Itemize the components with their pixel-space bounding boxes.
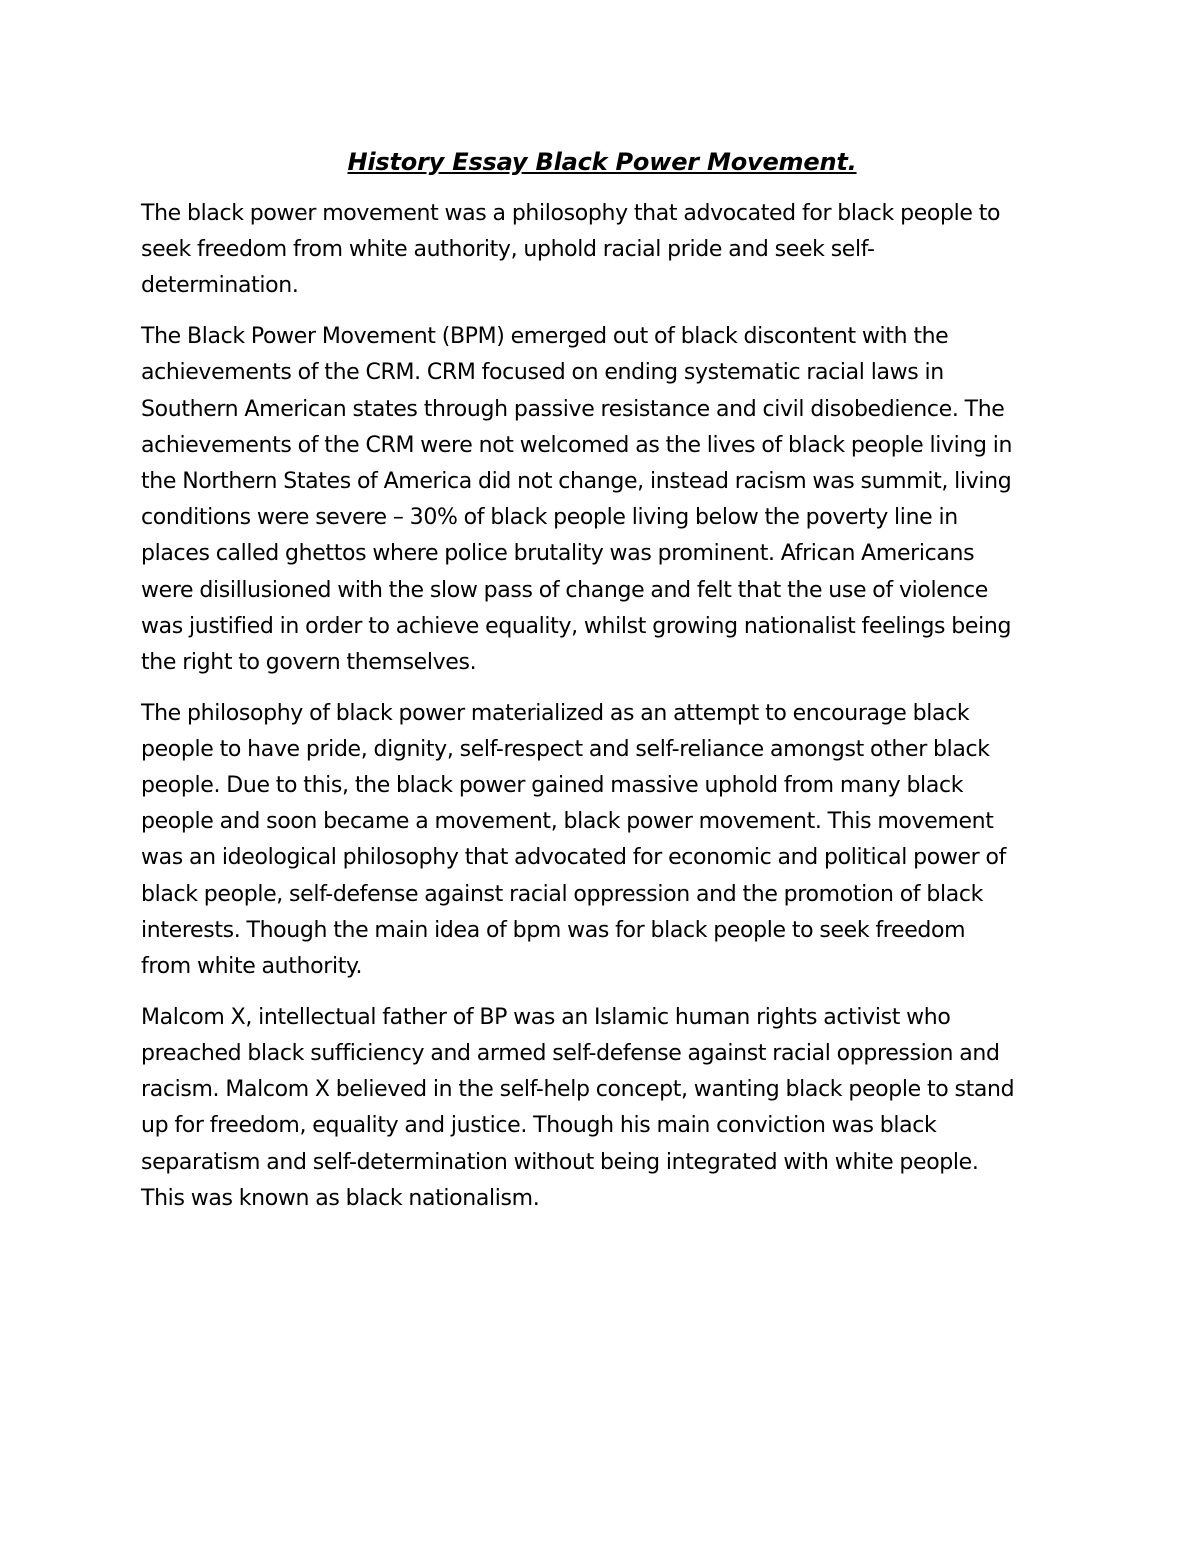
text-line: seek freedom from white authority, uphold racial pride and seek self-: [141, 237, 875, 263]
text-line: The philosophy of black power materialized as an attempt to encourage black: [141, 700, 970, 726]
text-line: was justified in order to achieve equality, whilst growing nationalist feelings being: [141, 613, 1012, 639]
text-line: the right to govern themselves.: [141, 649, 477, 675]
text-line: achievements of the CRM were not welcomed as the lives of black people living in: [141, 432, 1013, 458]
text-line: people. Due to this, the black power gained massive uphold from many black: [141, 773, 964, 799]
text-line: conditions were severe – 30% of black people living below the poverty line in: [141, 505, 958, 531]
text-line: from white authority.: [141, 954, 363, 980]
text-line: preached black sufficiency and armed self-defense against racial oppression and: [141, 1040, 1000, 1066]
document-body: [141, 146, 1063, 1231]
paragraph-4: [141, 1000, 1063, 1217]
text-line: people and soon became a movement, black power movement. This movement: [141, 809, 994, 835]
text-line: black people, self-defense against racial oppression and the promotion of black: [141, 881, 983, 907]
text-line: were disillusioned with the slow pass of change and felt that the use of violence: [141, 577, 988, 603]
text-line: was an ideological philosophy that advocated for economic and political power of: [141, 845, 1006, 871]
text-line: determination.: [141, 273, 299, 299]
text-line: Malcom X, intellectual father of BP was an Islamic human rights activist who: [141, 1004, 951, 1030]
text-line: separatism and self-determination without being integrated with white people.: [141, 1149, 979, 1175]
text-line: up for freedom, equality and justice. Though his main conviction was black: [141, 1113, 937, 1139]
paragraph-1: [141, 196, 1063, 305]
text-line: the Northern States of America did not change, instead racism was summit, living: [141, 468, 1012, 494]
text-line: This was known as black nationalism.: [141, 1185, 540, 1211]
text-line: places called ghettos where police brutality was prominent. African Americans: [141, 541, 975, 567]
paragraph-3: [141, 696, 1063, 986]
page-title: History Essay Black Power Movement.: [347, 148, 857, 176]
text-line: The black power movement was a philosophy that advocated for black people to: [141, 201, 1001, 226]
paragraph-2: [141, 319, 1063, 681]
text-line: people to have pride, dignity, self-respect and self-reliance amongst other black: [141, 736, 990, 762]
text-line: achievements of the CRM. CRM focused on ending systematic racial laws in: [141, 360, 944, 386]
text-line: racism. Malcom X believed in the self-help concept, wanting black people to stand: [141, 1077, 1015, 1103]
text-line: The Black Power Movement (BPM) emerged out of black discontent with the: [141, 324, 949, 350]
text-line: Southern American states through passive resistance and civil disobedience. The: [141, 396, 1005, 422]
text-line: interests. Though the main idea of bpm was for black people to seek freedom: [141, 917, 966, 943]
